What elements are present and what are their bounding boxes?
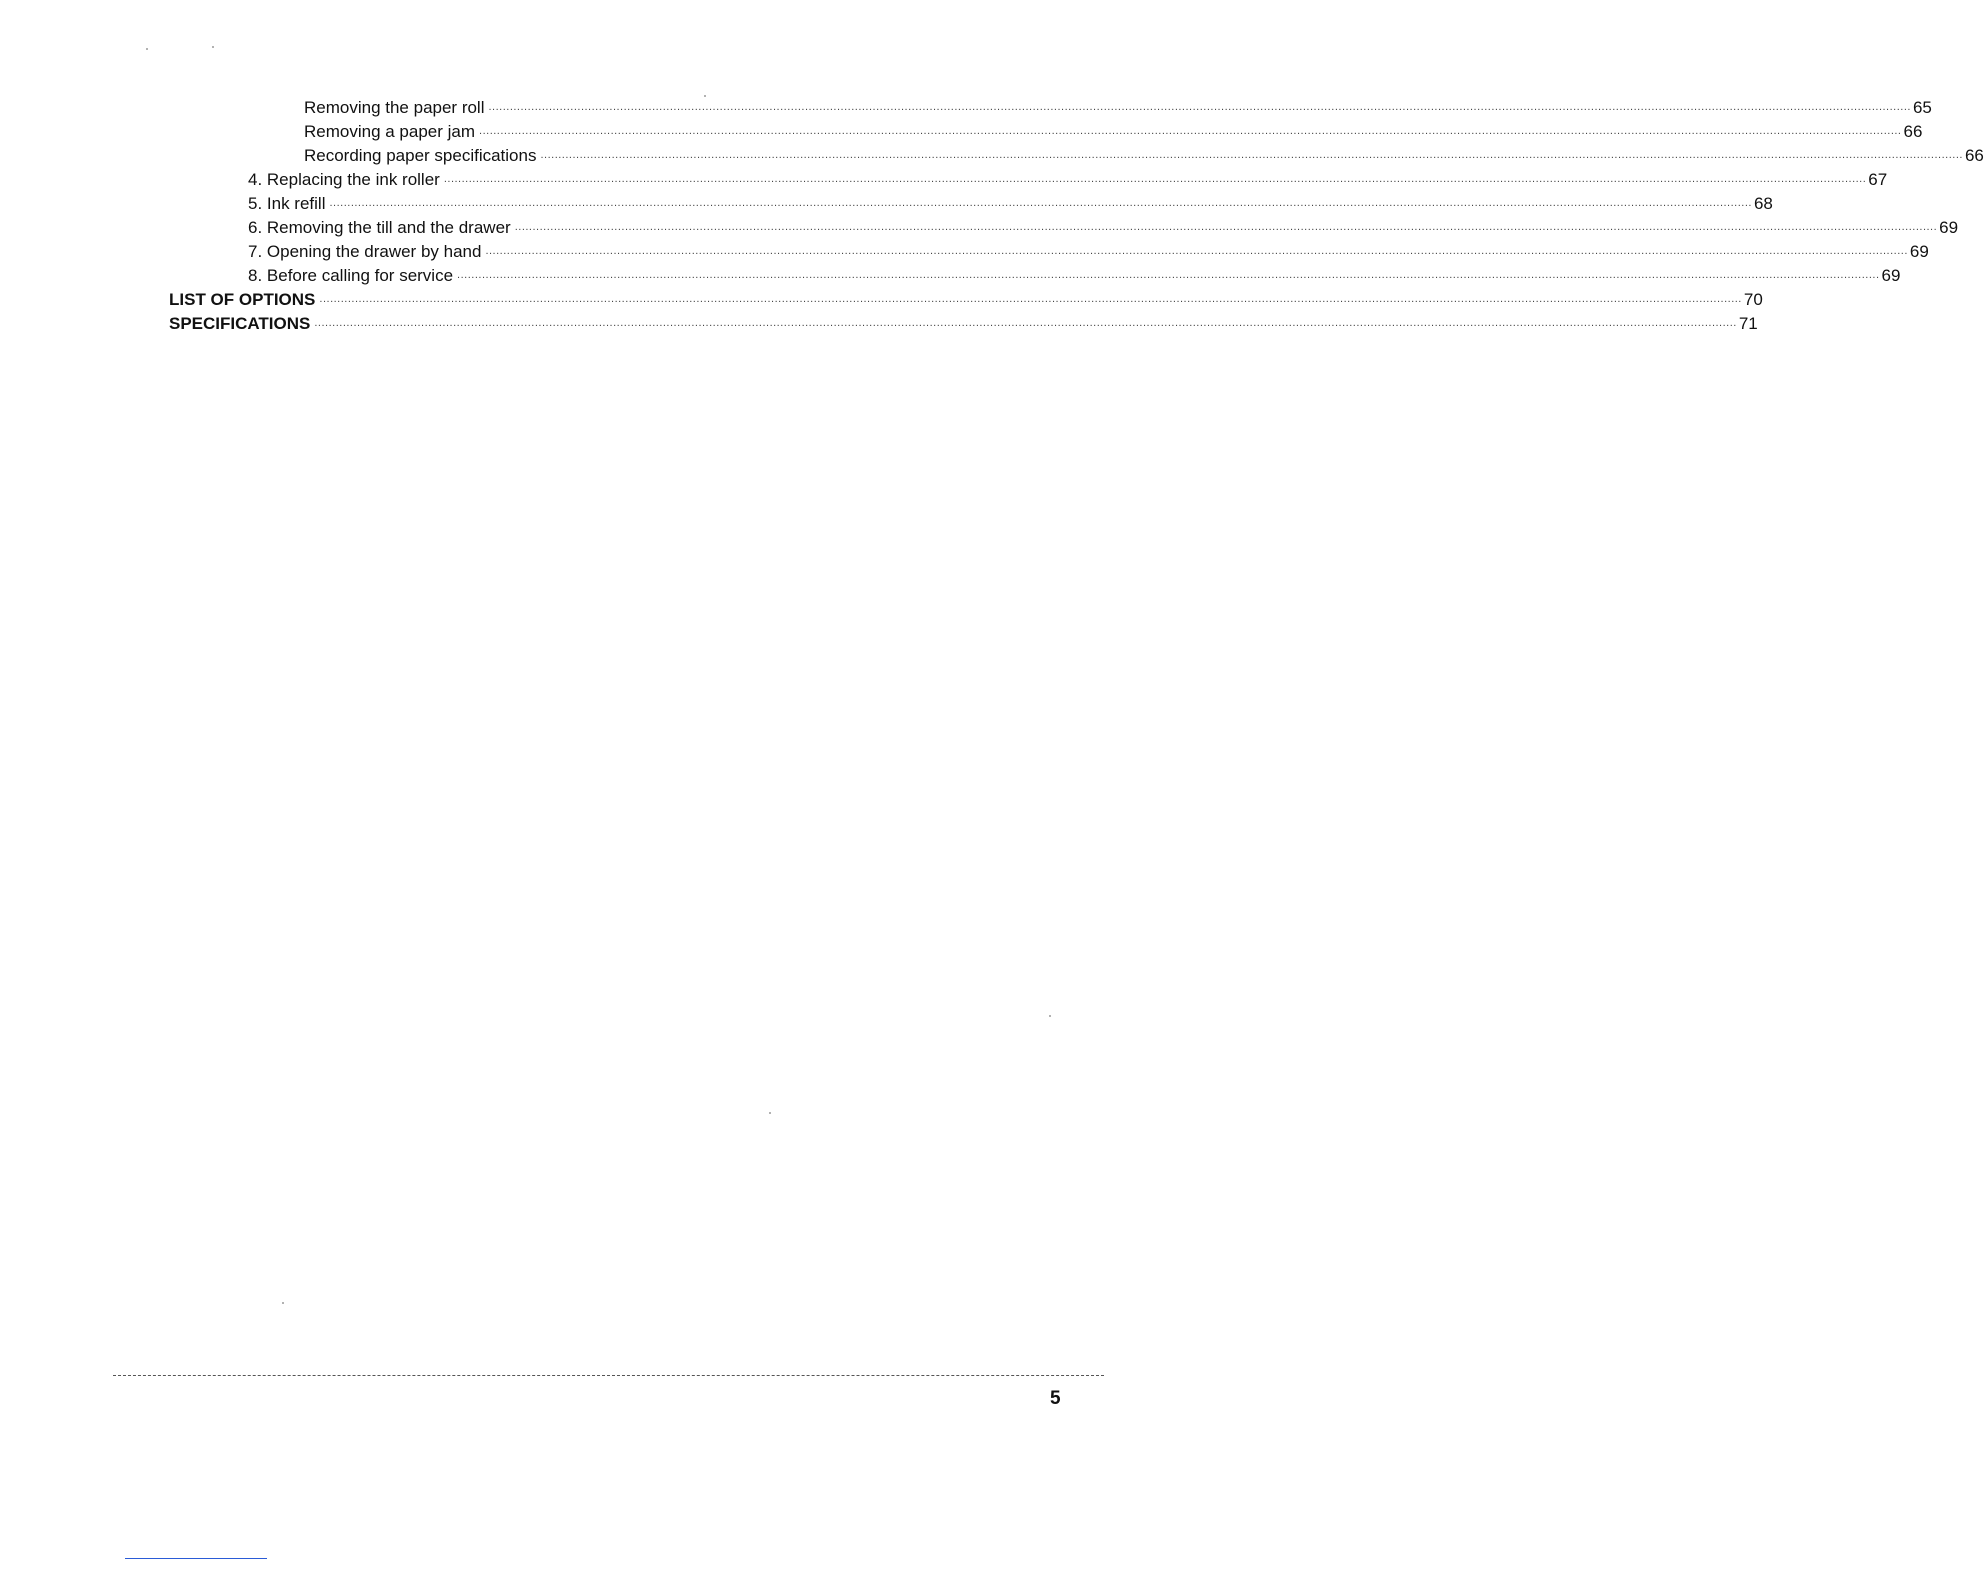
toc-entry-label: 8. Before calling for service	[248, 266, 454, 285]
toc-dot-leader: ................................................................................................................................................................................................................................................................................................................................................................................................................	[443, 173, 1867, 185]
toc-entry-page: 70	[1743, 290, 1763, 309]
toc-entry-label: Removing a paper jam	[304, 122, 476, 141]
toc-dot-leader: ................................................................................................................................................................................................................................................................................................................................................................................................................	[540, 149, 1963, 161]
toc-entry-page: 69	[1939, 218, 1959, 237]
toc-entry-page: 68	[1753, 194, 1773, 213]
toc-dot-leader: ................................................................................................................................................................................................................................................................................................................................................................................................................	[314, 317, 1737, 329]
scan-speck	[1049, 1015, 1051, 1017]
toc-entry-label: Removing the paper roll	[304, 98, 485, 117]
page-number: 5	[1050, 1388, 1061, 1409]
toc-entry-recording-paper-specifications	[304, 144, 1984, 168]
toc-entry-removing-paper-jam	[304, 120, 1923, 144]
toc-dot-leader: ................................................................................................................................................................................................................................................................................................................................................................................................................	[485, 245, 1908, 257]
toc-entry-label: 5. Ink refill	[248, 194, 326, 213]
toc-entry-label: Recording paper specifications	[304, 146, 537, 165]
toc-dot-leader: ................................................................................................................................................................................................................................................................................................................................................................................................................	[329, 197, 1752, 209]
toc-entry-label: 4. Replacing the ink roller	[248, 170, 440, 189]
toc-entry-page: 67	[1868, 170, 1888, 189]
toc-entry-label: 6. Removing the till and the drawer	[248, 218, 511, 237]
toc-entry-removing-till-drawer	[248, 216, 1959, 240]
toc-entry-page: 71	[1738, 314, 1758, 333]
toc-entry-page: 66	[1903, 122, 1923, 141]
toc-entry-page: 65	[1912, 98, 1932, 117]
toc-entry-opening-drawer-by-hand	[248, 240, 1929, 264]
toc-dot-leader: ................................................................................................................................................................................................................................................................................................................................................................................................................	[319, 293, 1742, 305]
toc-entry-specifications	[169, 312, 1758, 336]
toc-entry-page: 69	[1909, 242, 1929, 261]
toc-entry-label: LIST OF OPTIONS	[169, 290, 316, 309]
toc-entry-label: 7. Opening the drawer by hand	[248, 242, 482, 261]
toc-dot-leader: ................................................................................................................................................................................................................................................................................................................................................................................................................	[488, 101, 1911, 113]
toc-entry-replacing-ink-roller	[248, 168, 1888, 192]
toc-entry-ink-refill	[248, 192, 1773, 216]
toc-entry-page: 69	[1881, 266, 1901, 285]
toc-dot-leader: ................................................................................................................................................................................................................................................................................................................................................................................................................	[514, 221, 1938, 233]
toc-entry-before-calling-service	[248, 264, 1901, 288]
toc-entry-removing-paper-roll	[304, 96, 1932, 120]
toc-dot-leader: ................................................................................................................................................................................................................................................................................................................................................................................................................	[457, 269, 1880, 281]
scan-speck	[282, 1302, 284, 1304]
scan-speck	[212, 46, 214, 48]
scan-speck	[146, 48, 148, 50]
toc-entry-page: 66	[1964, 146, 1984, 165]
toc-entry-list-of-options	[169, 288, 1763, 312]
scan-speck	[704, 95, 706, 97]
footer-divider	[113, 1375, 1104, 1376]
bottom-edge-rule	[125, 1558, 267, 1559]
scan-speck	[769, 1112, 771, 1114]
toc-entry-label: SPECIFICATIONS	[169, 314, 311, 333]
toc-dot-leader: ................................................................................................................................................................................................................................................................................................................................................................................................................	[479, 125, 1902, 137]
